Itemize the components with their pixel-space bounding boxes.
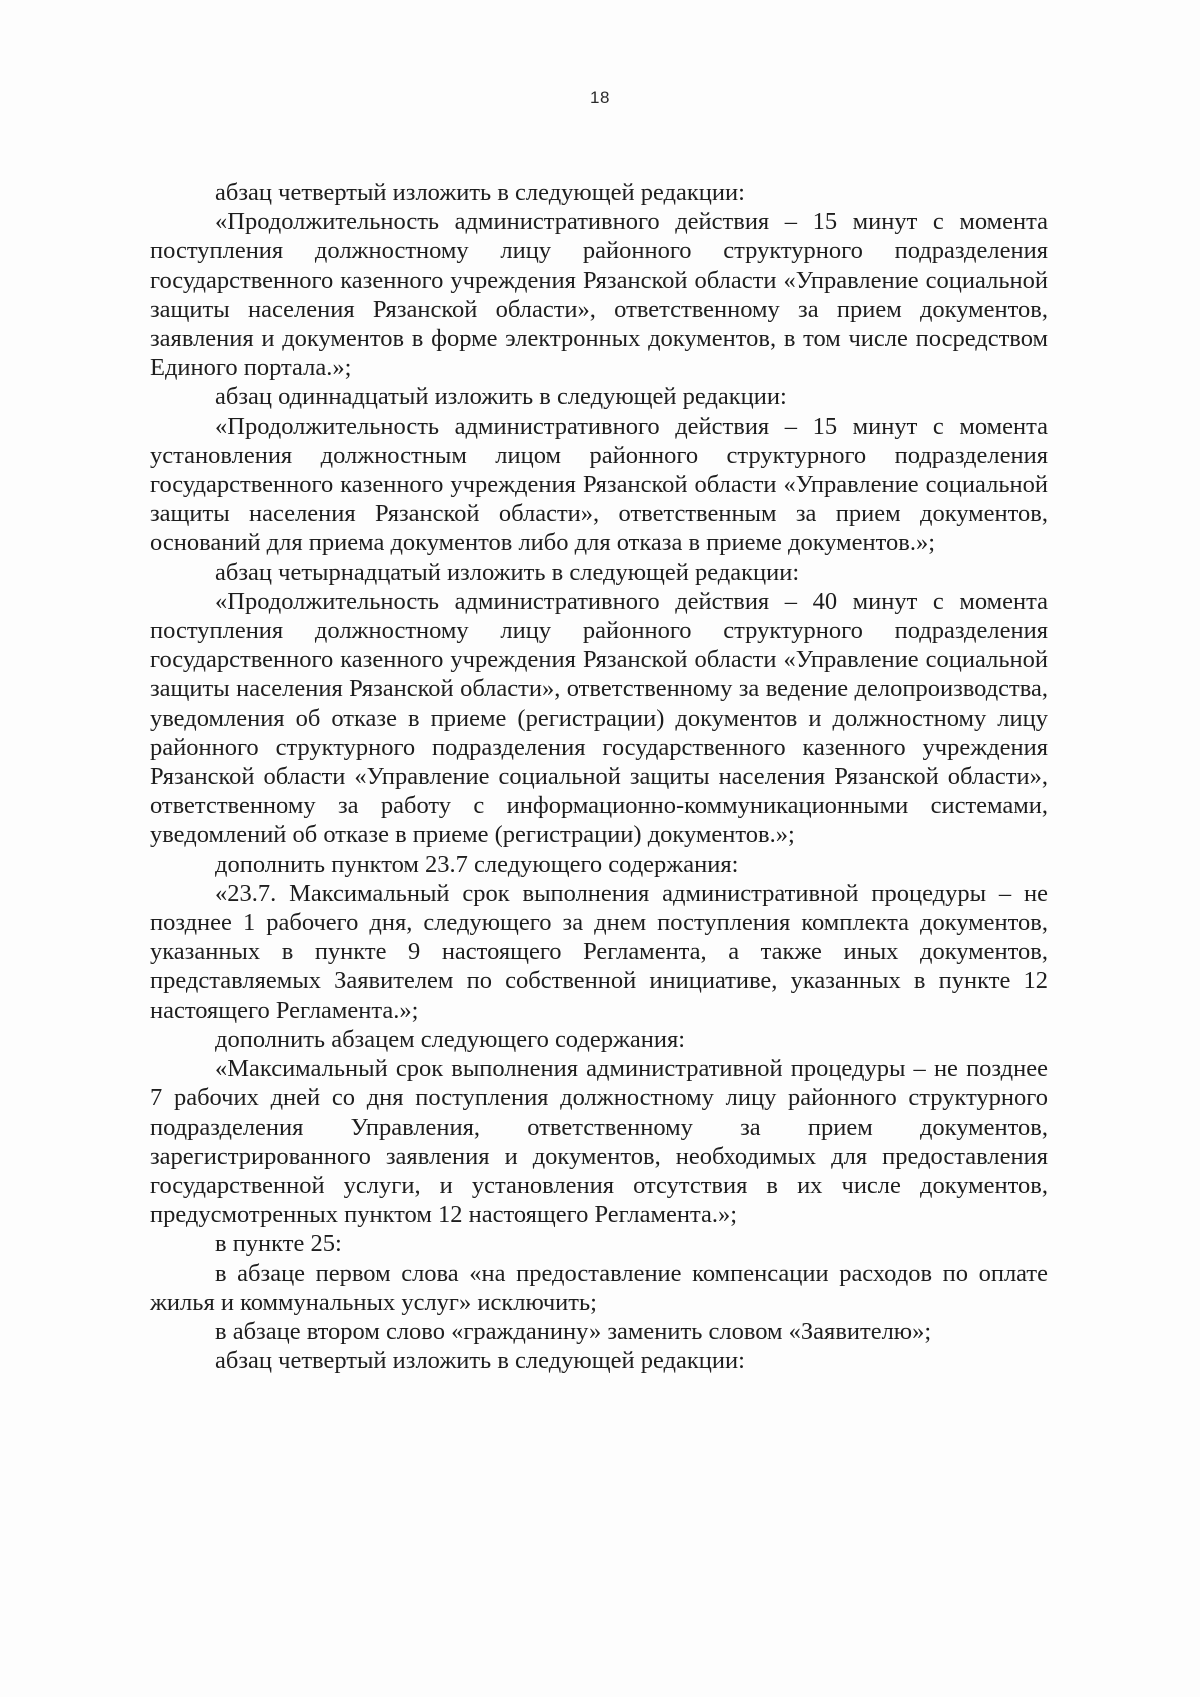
paragraph: абзац четвертый изложить в следующей редакции:	[215, 179, 745, 206]
paragraph: «Продолжительность административного действия – 15 минут с момента установления должностным лицом районного структурного подразделения государственного казенного учреждения Рязанской области «Управление социальной защиты населения Рязанской области», ответственным за прием документов, оснований для приема документов либо для отказа в приеме документов.»;	[150, 412, 1048, 557]
paragraph: в пункте 25:	[215, 1230, 342, 1258]
paragraph: «Максимальный срок выполнения административной процедуры – не позднее 7 рабочих дней со дня поступления должностному лицу районного структурного подразделения Управления, ответственному за прием документов, зарегистрированного заявления и документов, необходимых для предоставления государственной услуги, и установления отсутствия в их числе документов, предусмотренных пунктом 12 настоящего Регламента.»;	[150, 1055, 1048, 1229]
paragraph: «23.7. Максимальный срок выполнения административной процедуры – не позднее 1 рабочего дня, следующего за днем поступления комплекта документов, указанных в пункте 9 настоящего Регламента, а также иных документов, представляемых Заявителем по собственной инициативе, указанных в пункте 12 настоящего Регламента.»;	[150, 879, 1048, 1024]
paragraph: «Продолжительность административного действия – 15 минут с момента поступления должностному лицу районного структурного подразделения государственного казенного учреждения Рязанской области «Управление социальной защиты населения Рязанской области», ответственному за прием документов, заявления и документов в форме электронных документов, в том числе посредством Единого портала.»;	[150, 208, 1048, 382]
paragraph: в абзаце первом слова «на предоставление компенсации расходов по оплате жилья и коммунальных услуг» исключить;	[150, 1259, 1048, 1316]
document-body	[150, 178, 1048, 1375]
paragraph: дополнить абзацем следующего содержания:	[215, 1025, 686, 1053]
paragraph: дополнить пунктом 23.7 следующего содержания:	[215, 850, 739, 878]
paragraph: в абзаце втором слово «гражданину» заменить словом «Заявителю»;	[215, 1317, 932, 1345]
paragraph: абзац одиннадцатый изложить в следующей редакции:	[215, 383, 787, 411]
paragraph: абзац четырнадцатый изложить в следующей редакции:	[215, 558, 800, 586]
paragraph: «Продолжительность административного действия – 40 минут с момента поступления должностному лицу районного структурного подразделения государственного казенного учреждения Рязанской области «Управление социальной защиты населения Рязанской области», ответственному за ведение делопроизводства, уведомления об отказе в приеме (регистрации) документов и должностному лицу районного структурного подразделения государственного казенного учреждения Рязанской области «Управление социальной защиты населения Рязанской области», ответственному за работу с информационно-коммуникационными системами, уведомлений об отказе в приеме (регистрации) документов.»;	[150, 587, 1048, 849]
paragraph: абзац четвертый изложить в следующей редакции:	[215, 1347, 745, 1375]
page-number: 18	[590, 88, 610, 107]
